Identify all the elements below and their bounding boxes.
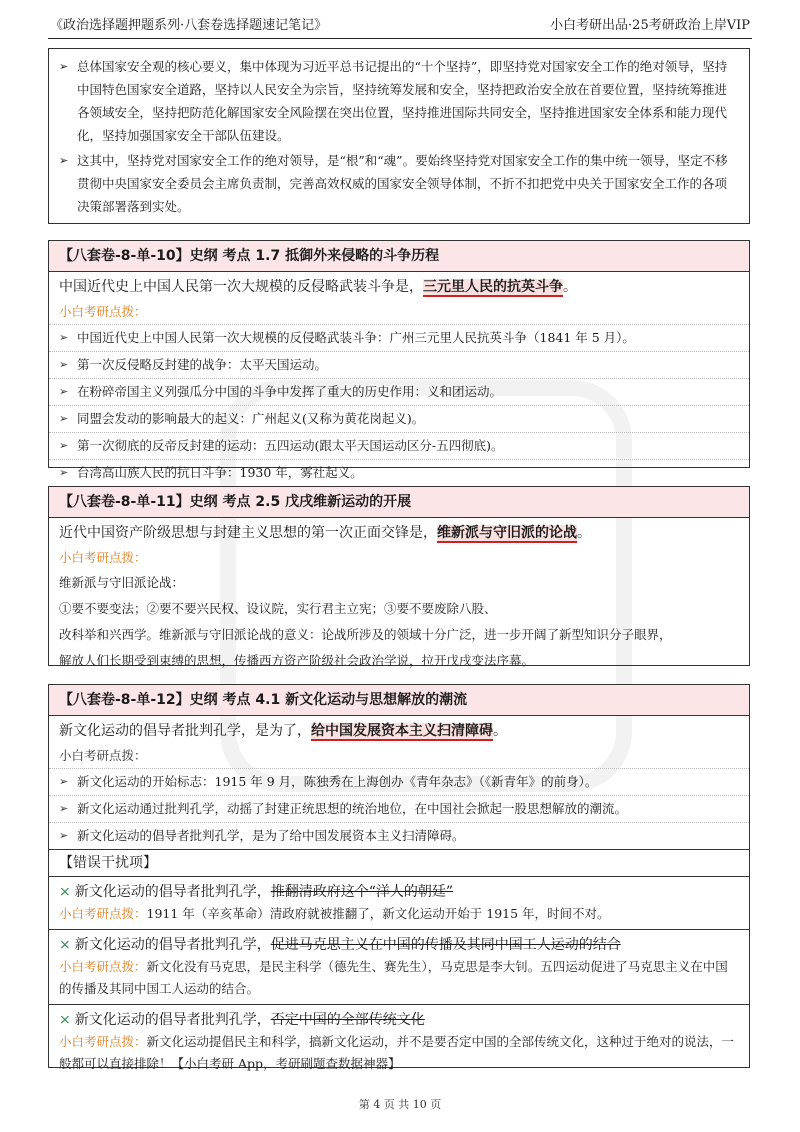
wrong-mark-icon: × <box>59 937 71 953</box>
arrow-icon: ➢ <box>59 358 69 371</box>
question-box-11 <box>48 486 750 666</box>
list-item-text: 新文化运动的倡导者批判孔学，是为了给中国发展资本主义扫清障碍。 <box>77 828 465 843</box>
option-stem: 新文化运动的倡导者批判孔学， <box>74 1012 271 1028</box>
distractor-item <box>49 876 749 929</box>
answer-highlight: 给中国发展资本主义扫清障碍 <box>311 723 493 739</box>
distractor-list <box>49 876 749 1079</box>
arrow-icon: ➢ <box>59 802 69 815</box>
list-item <box>49 795 749 822</box>
distractor-option <box>59 1009 739 1031</box>
arrow-icon: ➢ <box>59 829 69 842</box>
list-item <box>49 822 749 849</box>
list-item <box>49 324 749 351</box>
arrow-icon: ➢ <box>59 331 69 344</box>
arrow-icon: ➢ <box>59 775 69 788</box>
tip-text: ①要不要变法；②要不要兴民权、设议院，实行君主立宪；③要不要废除八股、 <box>59 601 497 616</box>
list-item-text: 第一次反侵略反封建的战争：太平天国运动。 <box>77 357 328 372</box>
list-item-text: 台湾高山族人民的抗日斗争：1930 年，雾社起义。 <box>77 465 363 480</box>
tip-list <box>49 324 749 486</box>
tip-label: 小白考研点拨： <box>59 959 147 974</box>
distractor-option <box>59 881 739 903</box>
option-stem: 新文化运动的倡导者批判孔学， <box>74 884 271 900</box>
distractor-item <box>49 1004 749 1079</box>
question-title: 【八套卷-8-单-12】史纲 考点 4.1 新文化运动与思想解放的潮流 <box>49 685 749 716</box>
tip-label: 小白考研点拨： <box>59 304 147 319</box>
tip-text: 解放人们长期受到束缚的思想，传播西方资产阶级社会政治学说，拉开戊戌变法序幕。 <box>59 653 535 668</box>
option-wrong-text: 促进马克思主义在中国的传播及其同中国工人运动的结合 <box>270 937 621 953</box>
question-title: 【八套卷-8-单-11】史纲 考点 2.5 戊戌维新运动的开展 <box>49 487 749 518</box>
question-box-12 <box>48 684 750 1071</box>
security-paragraph-2: ➢ 这其中，坚持党对国家安全工作的绝对领导，是“根”和“魂”。要始终坚持党对国家安全工作的集中统一领导，坚定不移贯彻中央国家安全委员会主席负责制，完善高效权威的国家安全领导体制，不折不扣把党中央关于国家安全工作的各项决策部署落到实处。 <box>59 149 739 218</box>
distractor-item <box>49 929 749 1004</box>
list-item <box>49 768 749 795</box>
security-paragraph-1: ➢ 总体国家安全观的核心要义，集中体现为习近平总书记提出的“十个坚持”，即坚持党对国家安全工作的绝对领导，坚持中国特色国家安全道路，坚持以人民安全为宗旨，坚持统筹发展和安全，坚持把政治安全放在首要位置，坚持统筹推进各领域安全，坚持把防范化解国家安全风险摆在突出位置，坚持推进国际共同安全，坚持推进国家安全体系和能力现代化，坚持加强国家安全干部队伍建设。 <box>59 55 739 147</box>
distractor-heading: 【错误干扰项】 <box>49 849 749 876</box>
list-item-text: 同盟会发动的影响最大的起义：广州起义(又称为黄花岗起义)。 <box>77 411 425 426</box>
question-box-10 <box>48 240 750 480</box>
arrow-icon: ➢ <box>59 466 69 479</box>
tip-label: 小白考研点拨： <box>59 906 147 921</box>
explanation-text: 1911 年（辛亥革命）清政府就被推翻了，新文化运动开始于 1915 年，时间不对。 <box>146 906 610 921</box>
list-item <box>49 459 749 486</box>
wrong-mark-icon: × <box>59 1012 71 1028</box>
list-item-text: 中国近代史上中国人民第一次大规模的反侵略武装斗争：广州三元里人民抗英斗争（1841 年 5 月）。 <box>77 330 635 345</box>
tip-text: 维新派与守旧派论战： <box>59 575 185 590</box>
option-stem: 新文化运动的倡导者批判孔学， <box>74 937 271 953</box>
question-stem: 近代中国资产阶级思想与封建主义思想的第一次正面交锋是，维新派与守旧派的论战。 <box>59 525 591 541</box>
list-item-text: 新文化运动通过批判孔学，动摇了封建正统思想的统治地位，在中国社会掀起一股思想解放的潮流。 <box>77 801 628 816</box>
arrow-icon: ➢ <box>59 385 69 398</box>
distractor-explanation <box>59 956 739 1000</box>
question-stem: 新文化运动的倡导者批判孔学，是为了，给中国发展资本主义扫清障碍。 <box>59 723 507 739</box>
question-title: 【八套卷-8-单-10】史纲 考点 1.7 抵御外来侵略的斗争历程 <box>49 241 749 272</box>
answer-highlight: 三元里人民的抗英斗争 <box>423 279 563 295</box>
arrow-icon: ➢ <box>59 439 69 452</box>
tip-label: 小白考研点拨： <box>59 550 147 565</box>
distractor-option <box>59 934 739 956</box>
list-item-text: 第一次彻底的反帝反封建的运动：五四运动(跟太平天国运动区分-五四彻底)。 <box>77 438 504 453</box>
arrow-icon: ➢ <box>59 60 69 73</box>
list-item <box>49 405 749 432</box>
tip-text: 改科举和兴西学。维新派与守旧派论战的意义：论战所涉及的领域十分广泛，进一步开阔了新型知识分子眼界， <box>59 627 672 642</box>
page-number: 第 4 页 共 10 页 <box>358 1098 442 1111</box>
distractor-explanation <box>59 903 739 925</box>
arrow-icon: ➢ <box>59 154 69 167</box>
distractor-explanation <box>59 1031 739 1075</box>
question-stem: 中国近代史上中国人民第一次大规模的反侵略武装斗争是，三元里人民的抗英斗争。 <box>59 279 577 295</box>
list-item <box>49 432 749 459</box>
option-wrong-text: 否定中国的全部传统文化 <box>270 1012 425 1028</box>
option-wrong-text: 推翻清政府这个“洋人的朝廷” <box>270 884 454 900</box>
list-item <box>49 351 749 378</box>
tip-list <box>49 768 749 849</box>
wrong-mark-icon: × <box>59 884 71 900</box>
header-title: 《政治选择题押题系列·八套卷选择题速记笔记》 <box>50 18 328 33</box>
list-item-text: 在粉碎帝国主义列强瓜分中国的斗争中发挥了重大的历史作用：义和团运动。 <box>77 384 503 399</box>
list-item <box>49 378 749 405</box>
answer-highlight: 维新派与守旧派的论战 <box>437 525 577 541</box>
explanation-text: 新文化运动提倡民主和科学，搞新文化运动，并不是要否定中国的全部传统文化，这种过于绝对的说法，一般都可以直接排除！【小白考研 App，考研刷题查数据神器】 <box>59 1034 735 1071</box>
list-item-text: 新文化运动的开始标志：1915 年 9 月，陈独秀在上海创办《青年杂志》（《新青年》的前身）。 <box>77 774 598 789</box>
header-brand: 小白考研出品·25考研政治上岸VIP <box>550 18 750 33</box>
arrow-icon: ➢ <box>59 412 69 425</box>
national-security-box <box>48 48 750 224</box>
tip-label: 小白考研点拨： <box>59 748 147 763</box>
page-header <box>48 16 752 39</box>
explanation-text: 新文化没有马克思，是民主科学（德先生、赛先生），马克思是李大钊。五四运动促进了马克思主义在中国的传播及其同中国工人运动的结合。 <box>59 959 728 996</box>
tip-label: 小白考研点拨： <box>59 1034 147 1049</box>
